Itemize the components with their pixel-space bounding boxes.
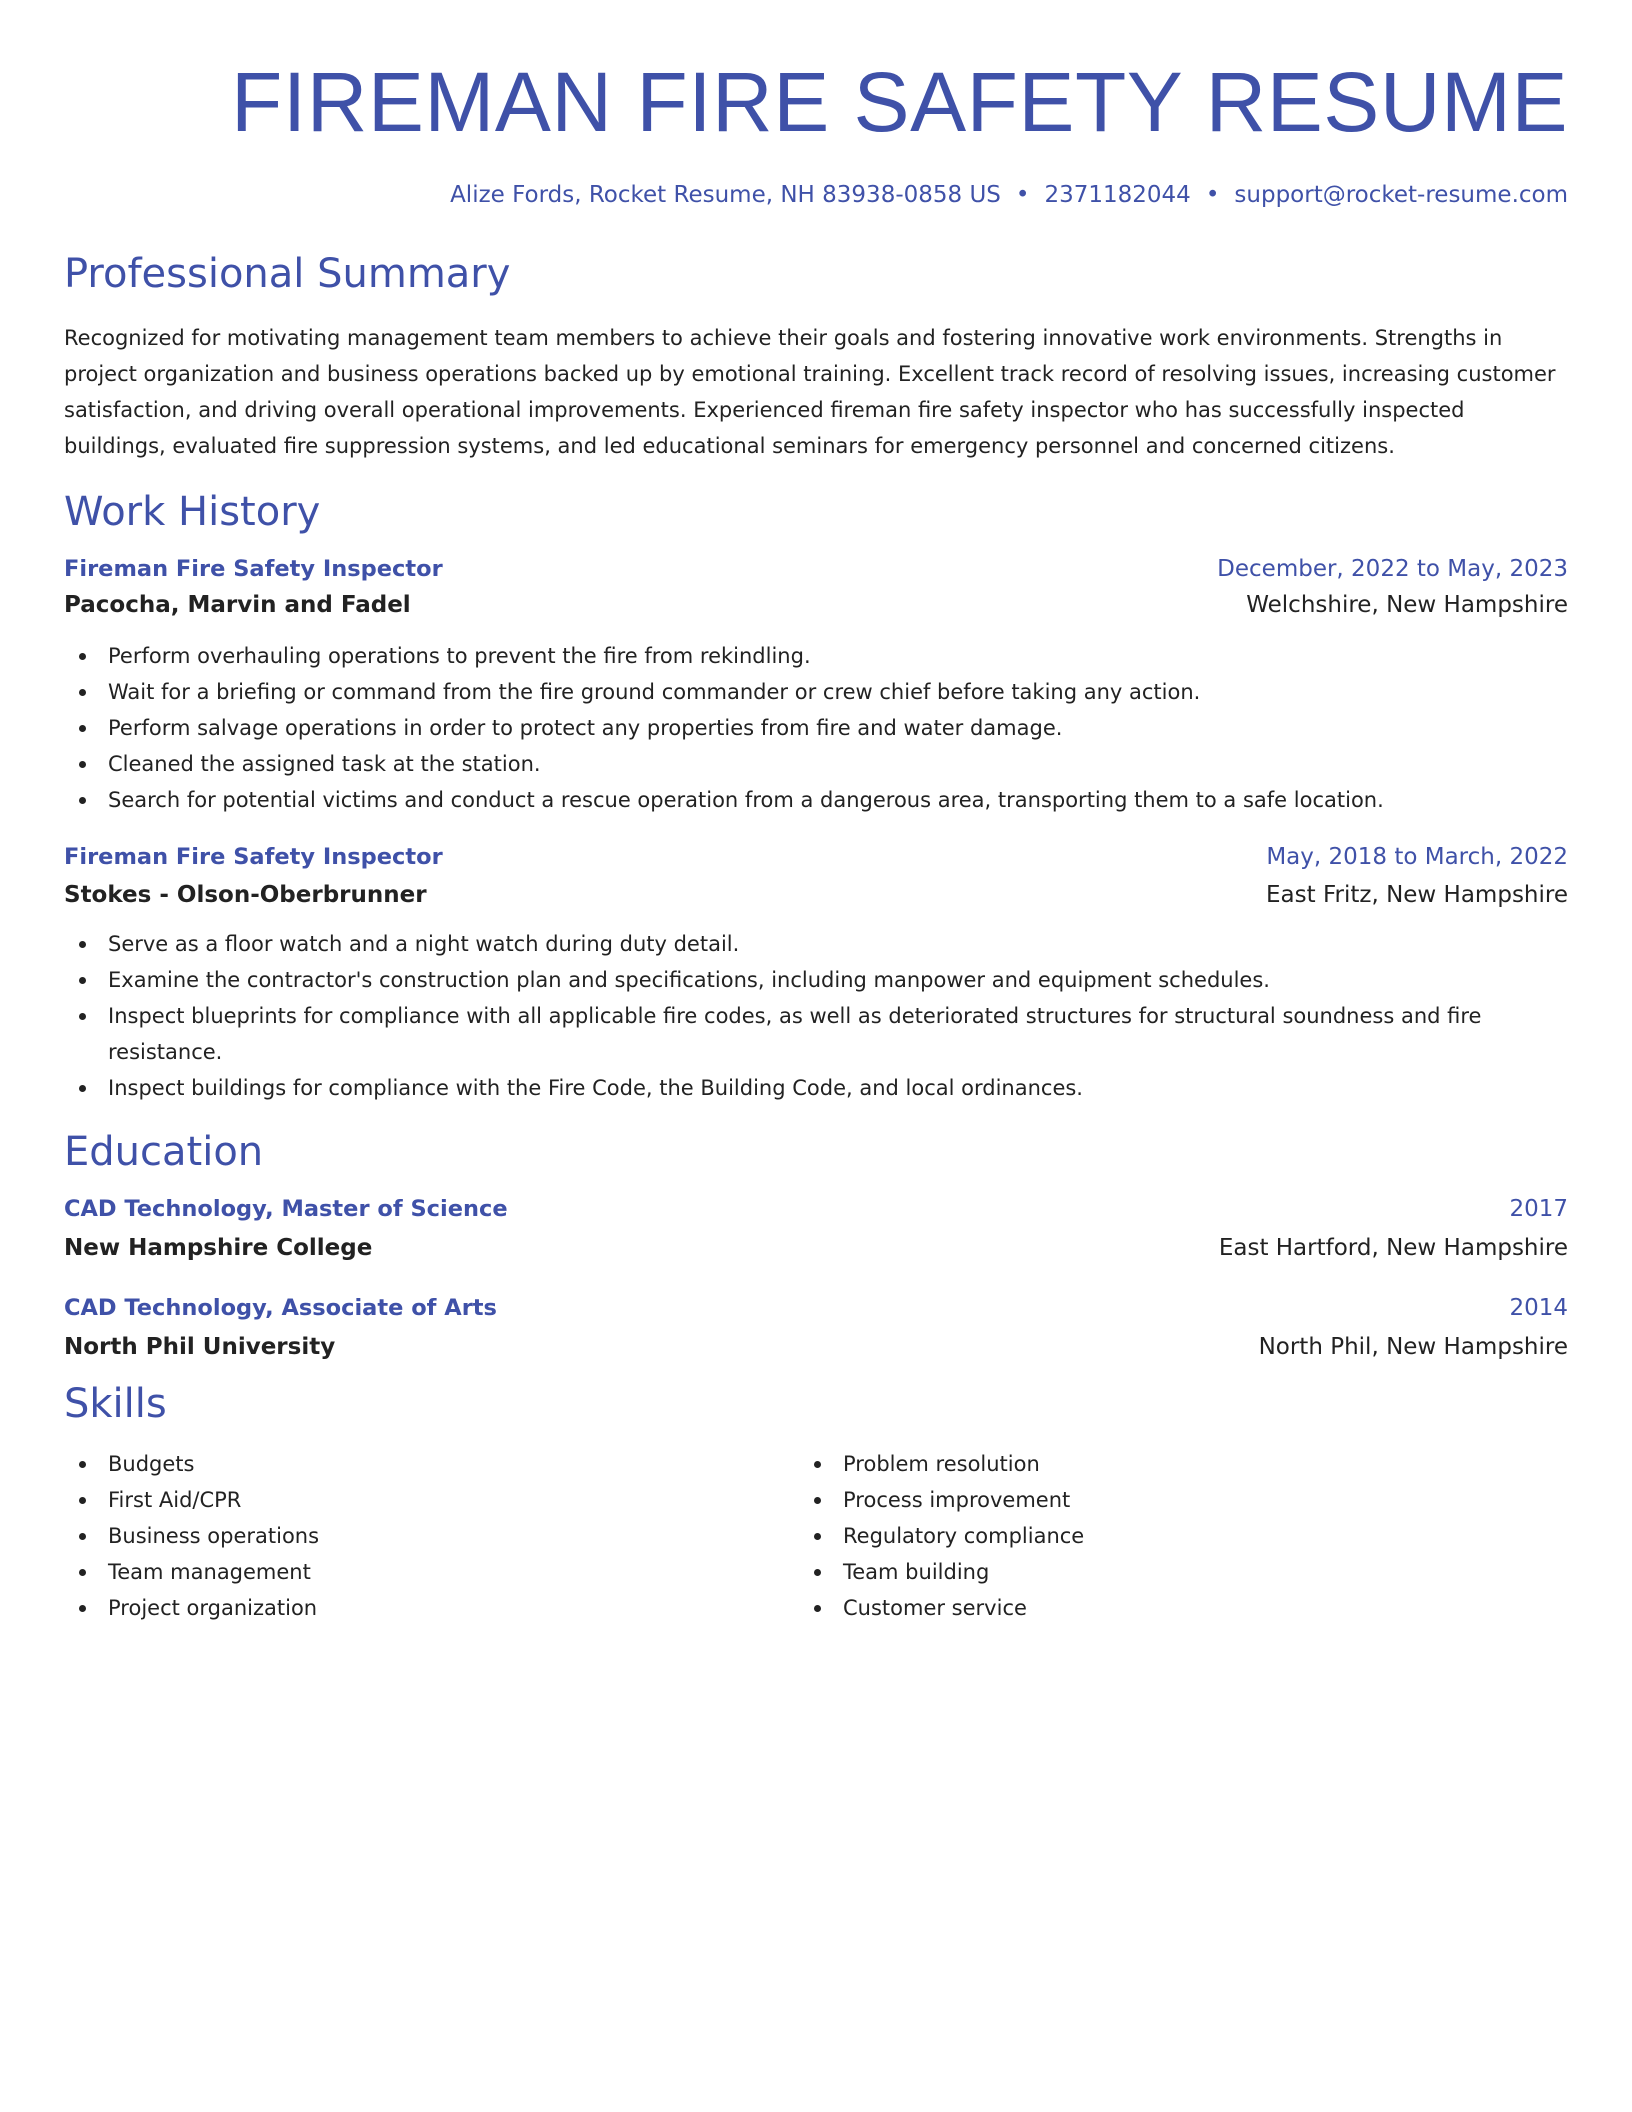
list-item: Serve as a floor watch and a night watch during duty detail. — [64, 926, 1568, 962]
degree-title: CAD Technology, Master of Science — [64, 1196, 508, 1222]
job-duties-list — [64, 638, 1568, 818]
skills-list — [799, 1446, 1534, 1626]
education-entry — [64, 1194, 1568, 1263]
resume-title: FIREMAN FIRE SAFETY RESUME — [231, 55, 1568, 149]
job-entry — [64, 842, 1568, 1106]
list-item: First Aid/CPR — [64, 1482, 799, 1518]
education-heading: Education — [64, 1129, 264, 1175]
school-location: East Hartford, New Hampshire — [1218, 1235, 1568, 1261]
contact-separator: • — [1205, 182, 1220, 208]
list-item: Team building — [799, 1554, 1534, 1590]
skills-column-right — [799, 1446, 1534, 1626]
job-dates: May, 2018 to March, 2022 — [1266, 844, 1568, 870]
list-item: Perform salvage operations in order to protect any properties from fire and water damage. — [64, 710, 1568, 746]
degree-title: CAD Technology, Associate of Arts — [64, 1295, 497, 1321]
school-name: New Hampshire College — [64, 1235, 373, 1261]
contact-email: support@rocket-resume.com — [1234, 182, 1568, 208]
job-title: Fireman Fire Safety Inspector — [64, 844, 443, 870]
contact-line — [64, 180, 1568, 210]
job-duties-list — [64, 926, 1568, 1106]
list-item: Inspect blueprints for compliance with all applicable fire codes, as well as deteriorated structures for structural soundness and fire resistance. — [64, 998, 1568, 1070]
job-location: East Fritz, New Hampshire — [1266, 882, 1568, 908]
school-location: North Phil, New Hampshire — [1258, 1334, 1568, 1360]
job-dates: December, 2022 to May, 2023 — [1217, 556, 1568, 582]
resume-header — [64, 52, 1568, 210]
list-item: Problem resolution — [799, 1446, 1534, 1482]
list-item: Project organization — [64, 1590, 799, 1626]
list-item: Inspect buildings for compliance with the Fire Code, the Building Code, and local ordinances. — [64, 1070, 1568, 1106]
summary-text: Recognized for motivating management team members to achieve their goals and fostering innovative work environments. Strengths in project organization and business operations backed up by emotional training. Excellent track record of resolving issues, increasing customer satisfaction, and driving overall operational improvements. Experienced fireman fire safety inspector who has successfully inspected buildings, evaluated fire suppression systems, and led educational seminars for emergency personnel and concerned citizens. — [64, 326, 1556, 458]
job-company: Stokes - Olson-Oberbrunner — [64, 882, 427, 908]
contact-phone: 2371182044 — [1044, 182, 1191, 208]
list-item: Cleaned the assigned task at the station. — [64, 746, 1568, 782]
list-item: Regulatory compliance — [799, 1518, 1534, 1554]
skills-heading: Skills — [64, 1381, 167, 1427]
list-item: Wait for a briefing or command from the fire ground commander or crew chief before taking any action. — [64, 674, 1568, 710]
skills-column-left — [64, 1446, 799, 1626]
list-item: Team management — [64, 1554, 799, 1590]
summary-heading: Professional Summary — [64, 251, 511, 297]
school-name: North Phil University — [64, 1334, 336, 1360]
job-location: Welchshire, New Hampshire — [1246, 592, 1568, 618]
job-title: Fireman Fire Safety Inspector — [64, 556, 443, 582]
list-item: Process improvement — [799, 1482, 1534, 1518]
graduation-year: 2017 — [1509, 1196, 1568, 1222]
list-item: Business operations — [64, 1518, 799, 1554]
list-item: Search for potential victims and conduct a rescue operation from a dangerous area, transporting them to a safe location. — [64, 782, 1568, 818]
work-history-heading: Work History — [64, 489, 321, 535]
job-entry — [64, 554, 1568, 818]
skills-list — [64, 1446, 799, 1626]
job-company: Pacocha, Marvin and Fadel — [64, 592, 411, 618]
list-item: Perform overhauling operations to prevent the fire from rekindling. — [64, 638, 1568, 674]
list-item: Budgets — [64, 1446, 799, 1482]
contact-address: Alize Fords, Rocket Resume, NH 83938-0858 US — [450, 182, 1001, 208]
list-item: Customer service — [799, 1590, 1534, 1626]
graduation-year: 2014 — [1509, 1295, 1568, 1321]
list-item: Examine the contractor's construction plan and specifications, including manpower and equipment schedules. — [64, 962, 1568, 998]
contact-separator: • — [1015, 182, 1030, 208]
education-entry — [64, 1293, 1568, 1362]
skills-grid — [64, 1446, 1568, 1626]
